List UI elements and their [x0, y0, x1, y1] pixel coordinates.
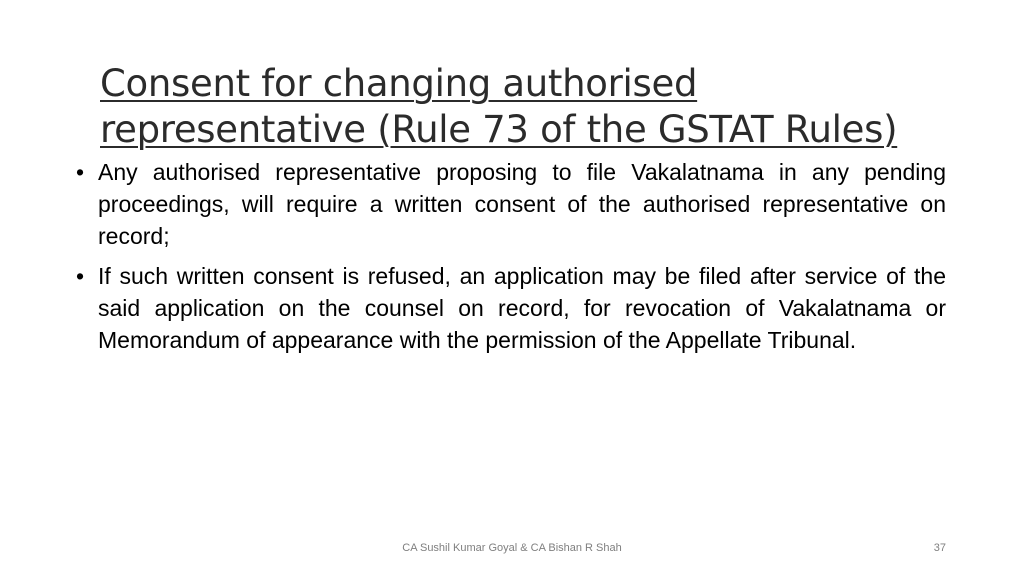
bullet-icon: • — [76, 263, 85, 289]
slide-title-line-2 — [100, 107, 960, 153]
bullet-item — [72, 156, 946, 252]
footer-credit: CA Sushil Kumar Goyal & CA Bishan R Shah — [402, 542, 622, 554]
slide-body — [72, 156, 946, 364]
slide-title — [100, 61, 960, 153]
bullet-item — [72, 260, 946, 356]
bullet-text: If such written consent is refused, an application may be filed after service of the said application on the counsel on record, for revocation of Vakalatnama or Memorandum of appearance with the permission of the Appellate Tribunal. — [98, 263, 946, 353]
bullet-list — [72, 156, 946, 356]
slide-footer — [0, 542, 1024, 560]
bullet-text: Any authorised representative proposing to file Vakalatnama in any pending proceedings, will require a written consent of the authorised representative on record; — [98, 159, 946, 249]
slide-title-text-1: Consent for changing authorised — [100, 61, 698, 105]
slide-title-text-2: representative (Rule 73 of the GSTAT Rules) — [100, 107, 898, 151]
slide-title-line-1 — [100, 61, 960, 107]
bullet-icon: • — [76, 159, 85, 185]
page-number: 37 — [933, 542, 946, 554]
